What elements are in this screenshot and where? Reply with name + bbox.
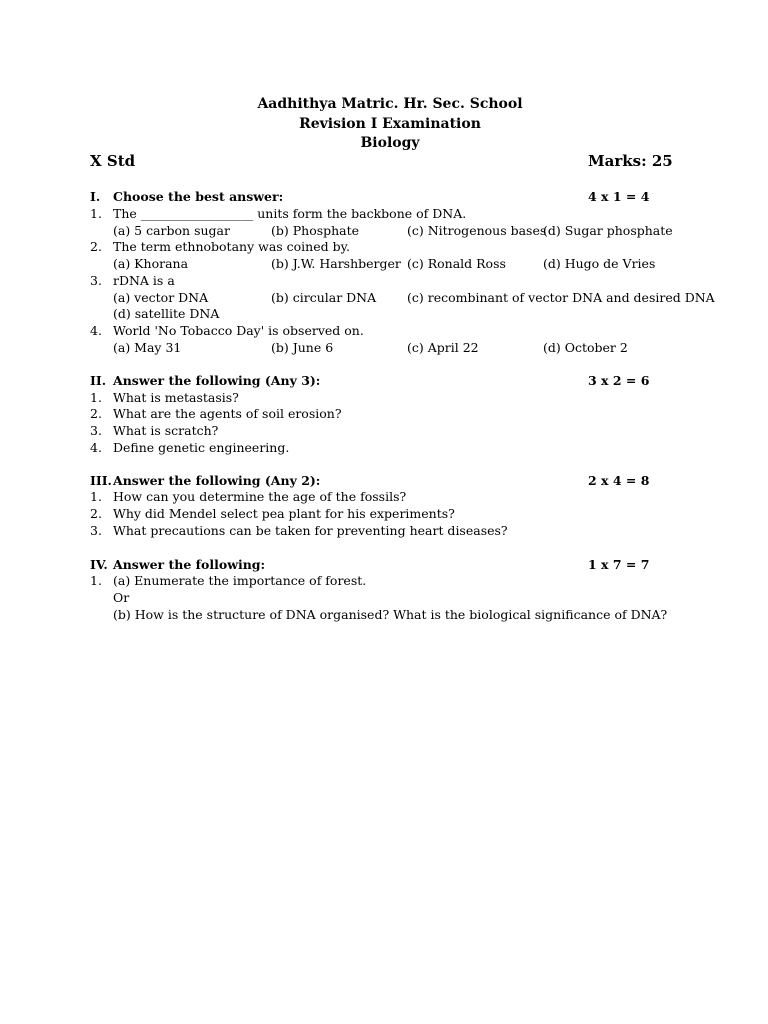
section-marks: 4 x 1 = 4 bbox=[588, 189, 650, 204]
option-d: (d) Sugar phosphate bbox=[543, 223, 673, 238]
exam-title: Revision I Examination bbox=[299, 116, 481, 132]
question-number: 1. bbox=[90, 573, 102, 588]
question-number: 2. bbox=[90, 406, 102, 421]
question-text-a: (a) Enumerate the importance of forest. bbox=[113, 573, 367, 588]
question-text: What precautions can be taken for preventing heart diseases? bbox=[113, 523, 508, 538]
option-d: (d) October 2 bbox=[543, 340, 628, 355]
section-number: II. bbox=[90, 373, 107, 388]
question-number: 3. bbox=[90, 273, 102, 288]
question-number: 1. bbox=[90, 390, 102, 405]
standard-label: X Std bbox=[90, 152, 136, 170]
question-text: World 'No Tobacco Day' is observed on. bbox=[113, 323, 364, 338]
question-text: rDNA is a bbox=[113, 273, 175, 288]
question-number: 3. bbox=[90, 423, 102, 438]
option-c: (c) recombinant of vector DNA and desired DNA bbox=[407, 290, 715, 305]
option-c: (c) Ronald Ross bbox=[407, 256, 506, 271]
question-number: 4. bbox=[90, 440, 102, 455]
option-c: (c) Nitrogenous bases bbox=[407, 223, 547, 238]
question-text: The __________________ units form the backbone of DNA. bbox=[113, 206, 467, 221]
option-a: (a) Khorana bbox=[113, 256, 189, 271]
section-number: I. bbox=[90, 189, 101, 204]
section-title: Answer the following (Any 2): bbox=[113, 473, 321, 488]
section-number: III. bbox=[90, 473, 112, 488]
section-marks: 1 x 7 = 7 bbox=[588, 557, 650, 572]
question-number: 2. bbox=[90, 239, 102, 254]
question-number: 2. bbox=[90, 506, 102, 521]
option-b: (b) June 6 bbox=[271, 340, 334, 355]
section-marks: 3 x 2 = 6 bbox=[588, 373, 650, 388]
question-text-b: (b) How is the structure of DNA organised? What is the biological significance of DNA? bbox=[113, 607, 668, 622]
option-d: (d) satellite DNA bbox=[113, 306, 220, 321]
option-b: (b) Phosphate bbox=[271, 223, 360, 238]
question-text: What is scratch? bbox=[113, 423, 219, 438]
section-title: Choose the best answer: bbox=[113, 189, 284, 204]
section-title: Answer the following (Any 3): bbox=[113, 373, 321, 388]
or-label: Or bbox=[113, 590, 130, 605]
question-text: What is metastasis? bbox=[113, 390, 239, 405]
question-number: 3. bbox=[90, 523, 102, 538]
section-marks: 2 x 4 = 8 bbox=[588, 473, 650, 488]
question-number: 1. bbox=[90, 489, 102, 504]
option-d: (d) Hugo de Vries bbox=[543, 256, 656, 271]
section-title: Answer the following: bbox=[113, 557, 266, 572]
question-text: Why did Mendel select pea plant for his experiments? bbox=[113, 506, 455, 521]
option-b: (b) J.W. Harshberger bbox=[271, 256, 401, 271]
option-b: (b) circular DNA bbox=[271, 290, 377, 305]
question-number: 1. bbox=[90, 206, 102, 221]
section-number: IV. bbox=[90, 557, 108, 572]
question-text: How can you determine the age of the fossils? bbox=[113, 489, 407, 504]
subject-title: Biology bbox=[360, 135, 420, 151]
school-name: Aadhithya Matric. Hr. Sec. School bbox=[257, 96, 523, 112]
question-text: The term ethnobotany was coined by. bbox=[113, 239, 350, 254]
total-marks: Marks: 25 bbox=[588, 152, 673, 170]
option-a: (a) May 31 bbox=[113, 340, 182, 355]
option-c: (c) April 22 bbox=[407, 340, 479, 355]
question-text: What are the agents of soil erosion? bbox=[113, 406, 342, 421]
question-text: Define genetic engineering. bbox=[113, 440, 290, 455]
question-number: 4. bbox=[90, 323, 102, 338]
option-a: (a) vector DNA bbox=[113, 290, 209, 305]
option-a: (a) 5 carbon sugar bbox=[113, 223, 230, 238]
